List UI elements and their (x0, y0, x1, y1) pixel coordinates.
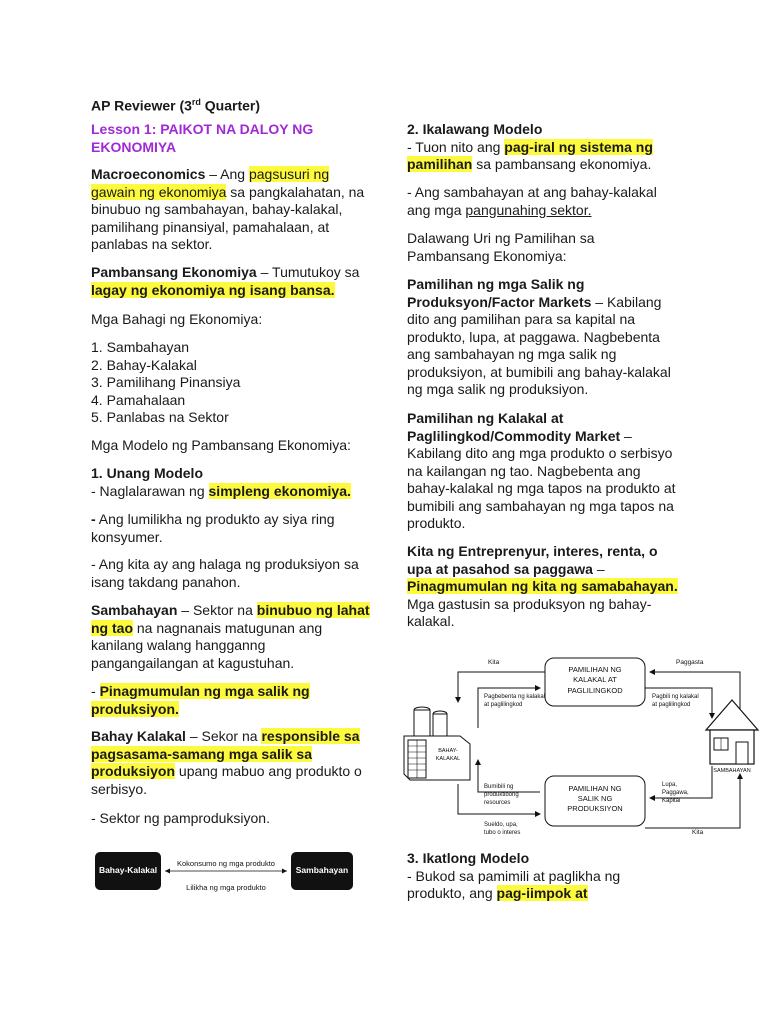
list-item: 4. Pamahalaan (91, 391, 186, 408)
sambahayan-box: Sambahayan (291, 852, 353, 890)
bahay-kalakal-paragraph: Bahay Kalakal – Sekor na responsible sa pagsasama-samang mga salik sa produksiyon upang mabuo ang produkto o serbisyo. (91, 728, 362, 797)
ikatlong-modelo: 3. Ikatlong Modelo - Bukod sa pamimili at paglikha ng produkto, ang pag-iimpok at (407, 850, 621, 901)
lilikha-label: Lilikha ng mga produkto (186, 883, 266, 892)
kokonsumo-label: Kokonsumo ng mga produkto (177, 859, 275, 868)
pinagmumulan-line: - Pinagmumulan ng mga salik ng produksiyon. (91, 683, 310, 717)
lupa-label: Lupa, Paggawa, Kapital (662, 782, 689, 804)
kita-entreprenyur-paragraph: Kita ng Entreprenyur, interes, renta, o upa at pasahod sa paggawa – Pinagmumulan ng kita ng samabahayan. Mga gastusin sa produksyon ng bahay-kalakal. (407, 543, 678, 629)
bahay-kalakal-label: BAHAY-KALAKAL (435, 748, 461, 762)
pagbebenta-label: Pagbebenta ng kalakal at paglilingkod (484, 694, 546, 708)
factory-icon (404, 707, 470, 780)
list-item: 3. Pamilihang Pinansiya (91, 374, 241, 390)
paggasta-label: Paggasta (676, 659, 704, 666)
bahagi-heading: Mga Bahagi ng Ekonomiya: (91, 311, 263, 327)
pangunahing-sektor-line: - Ang sambahayan at ang bahay-kalakal ang mga pangunahing sektor. (407, 184, 657, 218)
circular-flow-diagram (400, 648, 760, 840)
factor-markets-paragraph: Pamilihan ng mga Salik ng Produksyon/Factor Markets – Kabilang dito ang pamilihan para sa kapital na produkto, lupa, at paggawa. Nagbebenta ang sambahayan ng mga salik ng produksiyon, at bumibili ang bahay-kalakal ng mga salik ng produksiyon. (407, 276, 671, 397)
dalawang-uri-heading: Dalawang Uri ng Pamilihan sa Pambansang Ekonomiya: (407, 230, 595, 264)
macro-paragraph: Macroeconomics – Ang pagsusuri ng gawain ng ekonomiya sa pangkalahatan, na binubuo ng sambahayan, bahay-kalakal, pamilihang pinansiyal, pamahalaan, at panlabas na sektor. (91, 166, 365, 252)
pagbili-label: Pagbili ng kalakal at paglilingkod (652, 694, 699, 708)
modelo-heading: Mga Modelo ng Pambansang Ekonomiya: (91, 437, 351, 453)
bumibili-label: Bumibili ng produktibong resources (484, 784, 519, 806)
pambansang-paragraph: Pambansang Ekonomiya – Tumutukoy sa lagay ng ekonomiya ng isang bansa. (91, 264, 360, 298)
kalakal-market-label: PAMILIHAN NG KALAKAL AT PAGLILINGKOD (567, 665, 623, 695)
lesson-heading: Lesson 1: PAIKOT NA DALOY NG EKONOMIYA (91, 121, 314, 155)
bahagi-list (91, 339, 371, 427)
kita-line: - Ang kita ay ang halaga ng produksiyon sa isang takdang panahon. (91, 556, 359, 590)
page-title: AP Reviewer (3rd Quarter) (91, 97, 261, 114)
bahay-kalakal-box: Bahay-Kalakal (95, 852, 161, 890)
sektor-line: - Sektor ng pamproduksiyon. (91, 810, 270, 826)
house-icon (706, 700, 758, 764)
unang-modelo: 1. Unang Modelo - Naglalarawan ng simpleng ekonomiya. (91, 465, 351, 499)
sambahayan-label: SAMBAHAYAN (713, 768, 751, 774)
lumilikha-line: - Ang lumilikha ng produkto ay siya ring konsyumer. (91, 511, 335, 545)
kita-top-label: Kita (488, 659, 500, 666)
list-item: 2. Bahay-Kalakal (91, 356, 197, 373)
sueldo-label: Sueldo, upa, tubo o interes (484, 822, 521, 836)
list-item: 1. Sambahayan (91, 339, 190, 355)
commodity-market-paragraph: Pamilihan ng Kalakal at Paglilingkod/Commodity Market – Kabilang dito ang mga produkto o serbisyo na kailangan ng tao. Nagbebenta ang bahay-kalakal ng mga tapos na produkto at bumibili ang sambahayan ng mga tapos na produkto. (407, 410, 676, 531)
sambahayan-paragraph: Sambahayan – Sektor na binubuo ng lahat ng tao na nagnanais matugunan ang kanilang walang hangganng pangangailangan at kagustuhan. (91, 602, 370, 671)
simple-flow-diagram (95, 852, 351, 892)
ikalawang-modelo: 2. Ikalawang Modelo - Tuon nito ang pag-iral ng sistema ng pamilihan sa pambansang ekonomiya. (407, 121, 653, 172)
list-item: 5. Panlabas na Sektor (91, 409, 229, 425)
kita-bottom-label: Kita (692, 829, 704, 836)
salik-market-label: PAMILIHAN NG SALIK NG PRODUKSIYON (567, 784, 623, 813)
